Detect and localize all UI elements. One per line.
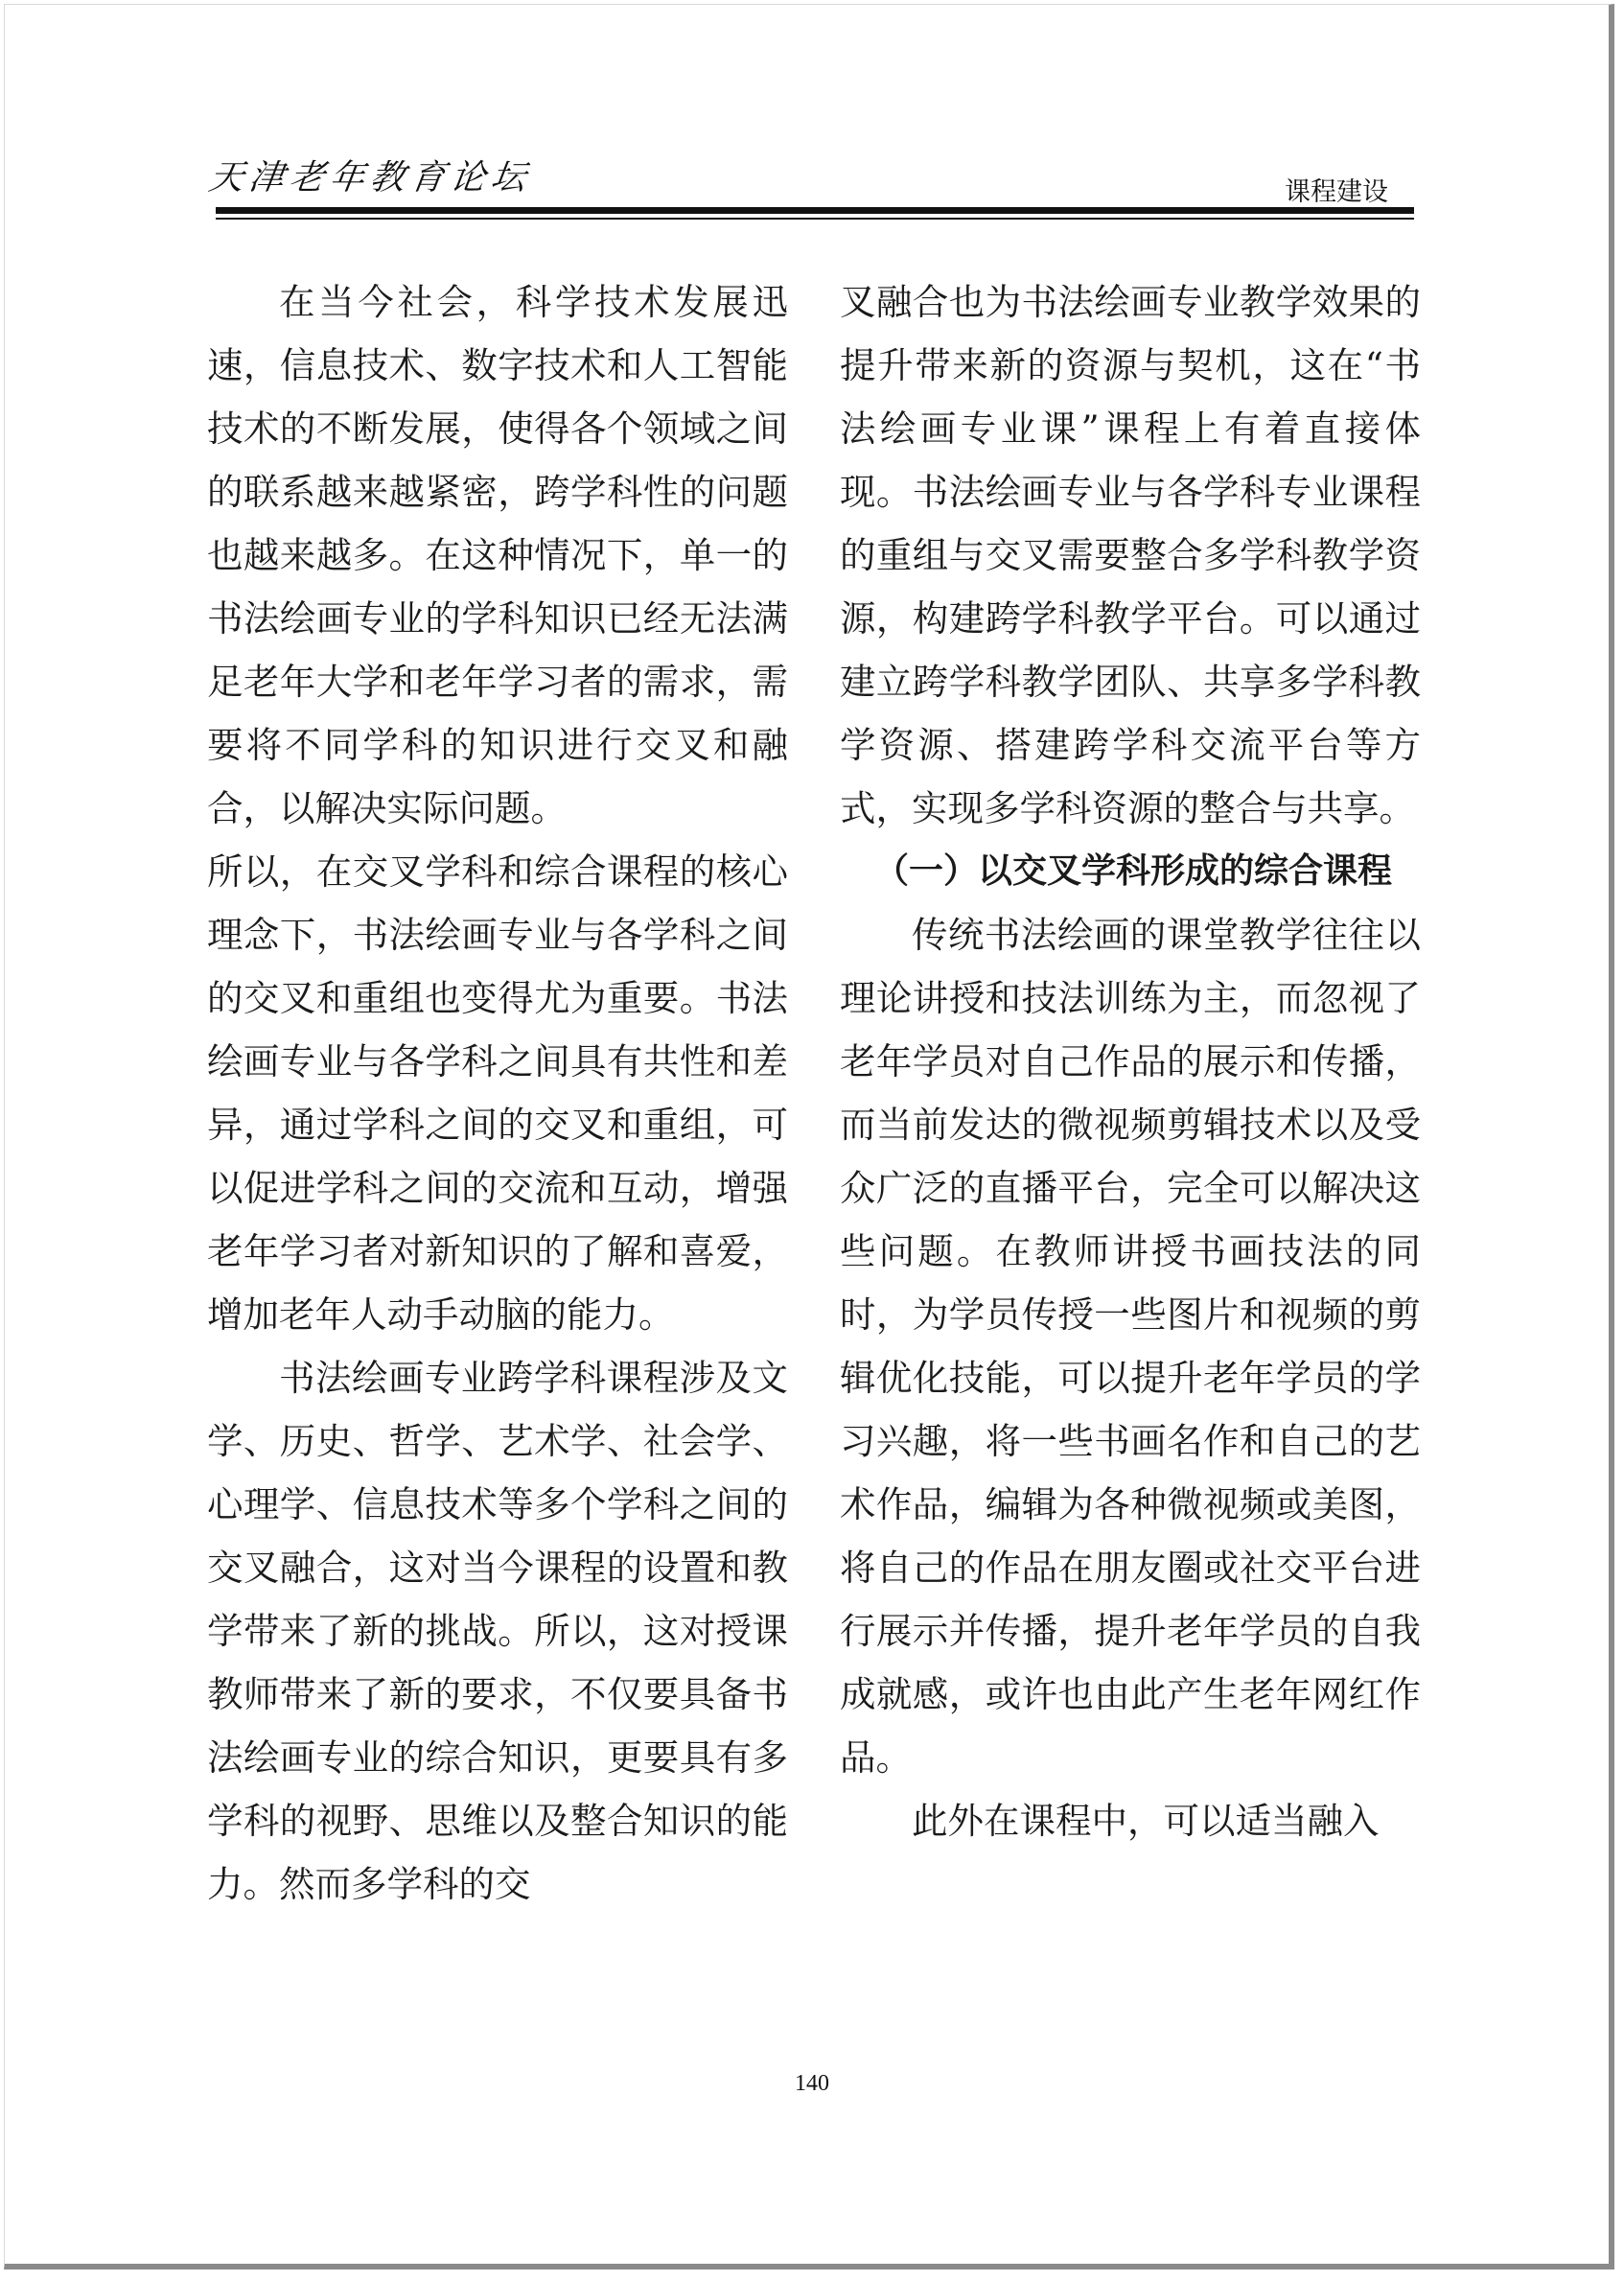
page-number: 140 (795, 2071, 829, 2096)
paragraph: 在当今社会，科学技术发展迅速，信息技术、数字技术和人工智能技术的不断发展，使得各个领域之间的联系越来越紧密，跨学科性的问题也越来越多。在这种情况下，单一的书法绘画专业的学科知识已经无法满足老年大学和老年学习者的需求，需要将不同学科的知识进行交叉和融合，以解决实际问题。 (207, 281, 788, 829)
header-rule (216, 207, 1414, 214)
paragraph: 所以，在交叉学科和综合课程的核心理念下，书法绘画专业与各学科之间的交叉和重组也变得尤为重要。书法绘画专业与各学科之间具有共性和差异，通过学科之间的交叉和重组，可以促进学科之间的交流和互动，增强老年学习者对新知识的了解和喜爱，增加老年人动手动脑的能力。 (207, 850, 788, 1336)
journal-logo: 天津老年教育论坛 (206, 158, 534, 198)
section-label: 课程建设 (1285, 177, 1388, 207)
paragraph: 此外在课程中，可以适当融入 (912, 1800, 1380, 1842)
paragraph: 书法绘画专业跨学科课程涉及文学、历史、哲学、艺术学、社会学、心理学、信息技术等多个学科之间的交叉融合，这对当今课程的设置和教学带来了新的挑战。所以，这对授课教师带来了新的要求，不仅要具备书法绘画专业的综合知识，更要具有多学科的视野、思维以及整合知识的能力。然而多学科的交 (207, 1357, 788, 1905)
section-heading: （一）以交叉学科形成的综合课程 (874, 851, 1393, 891)
left-column (207, 270, 788, 1916)
paragraph: 叉融合也为书法绘画专业教学效果的提升带来新的资源与契机，这在“书法绘画专业课”课程上有着直接体现。书法绘画专业与各学科专业课程的重组与交叉需要整合多学科教学资源，构建跨学科教学平台。可以通过建立跨学科教学团队、共享多学科教学资源、搭建跨学科交流平台等方式，实现多学科资源的整合与共享。 (840, 281, 1421, 829)
header-rule-thin (216, 218, 1414, 220)
right-column (840, 270, 1421, 1852)
paragraph: 传统书法绘画的课堂教学往往以理论讲授和技法训练为主，而忽视了老年学员对自己作品的展示和传播，而当前发达的微视频剪辑技术以及受众广泛的直播平台，完全可以解决这些问题。在教师讲授书画技法的同时，为学员传授一些图片和视频的剪辑优化技能，可以提升老年学员的学习兴趣，将一些书画名作和自己的艺术作品，编辑为各种微视频或美图，将自己的作品在朋友圈或社交平台进行展示并传播，提升老年学员的自我成就感，或许也由此产生老年网红作品。 (840, 914, 1421, 1779)
